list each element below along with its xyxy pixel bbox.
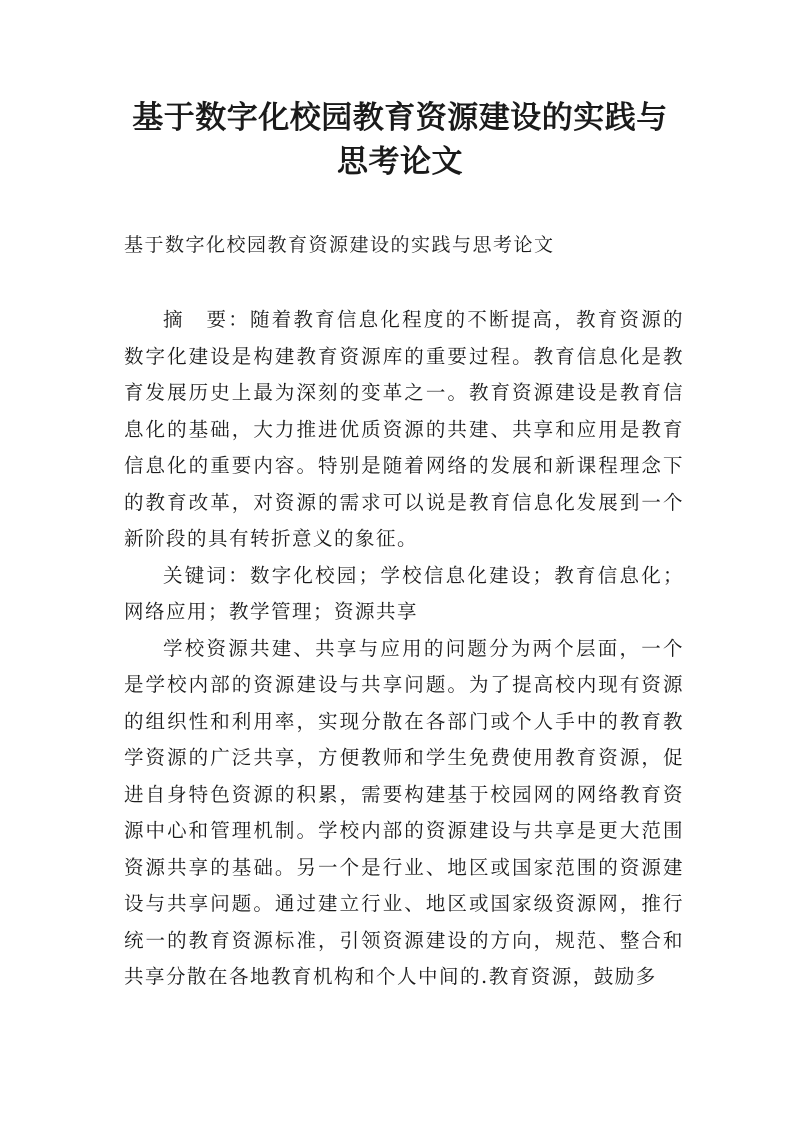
keywords-paragraph: 关键词：数字化校园；学校信息化建设；教育信息化；网络应用；教学管理；资源共享 — [124, 563, 684, 623]
body-paragraph: 学校资源共建、共享与应用的问题分为两个层面，一个是学校内部的资源建设与共享问题。为了提高校内现有资源的组织性和利用率，实现分散在各部门或个人手中的教育教学资源的广泛共享，方便教师和学生免费使用教育资源，促进自身特色资源的积累，需要构建基于校园网的网络教育资源中心和管理机制。学校内部的资源建设与共享是更大范围资源共享的基础。另一个是行业、地区或国家范围的资源建设与共享问题。通过建立行业、地区或国家级资源网，推行统一的教育资源标准，引领资源建设的方向，规范、整合和共享分散在各地教育机构和个人中间的.教育资源，鼓励多 — [124, 636, 684, 988]
abstract-paragraph: 摘 要：随着教育信息化程度的不断提高，教育资源的数字化建设是构建教育资源库的重要过程。教育信息化是教育发展历史上最为深刻的变革之一。教育资源建设是教育信息化的基础，大力推进优质资源的共建、共享和应用是教育信息化的重要内容。特别是随着网络的发展和新课程理念下的教育改革，对资源的需求可以说是教育信息化发展到一个新阶段的具有转折意义的象征。 — [124, 308, 684, 550]
document-title: 基于数字化校园教育资源建设的实践与思考论文 — [132, 100, 668, 180]
document-subtitle: 基于数字化校园教育资源建设的实践与思考论文 — [124, 234, 555, 256]
document-body — [124, 302, 684, 996]
